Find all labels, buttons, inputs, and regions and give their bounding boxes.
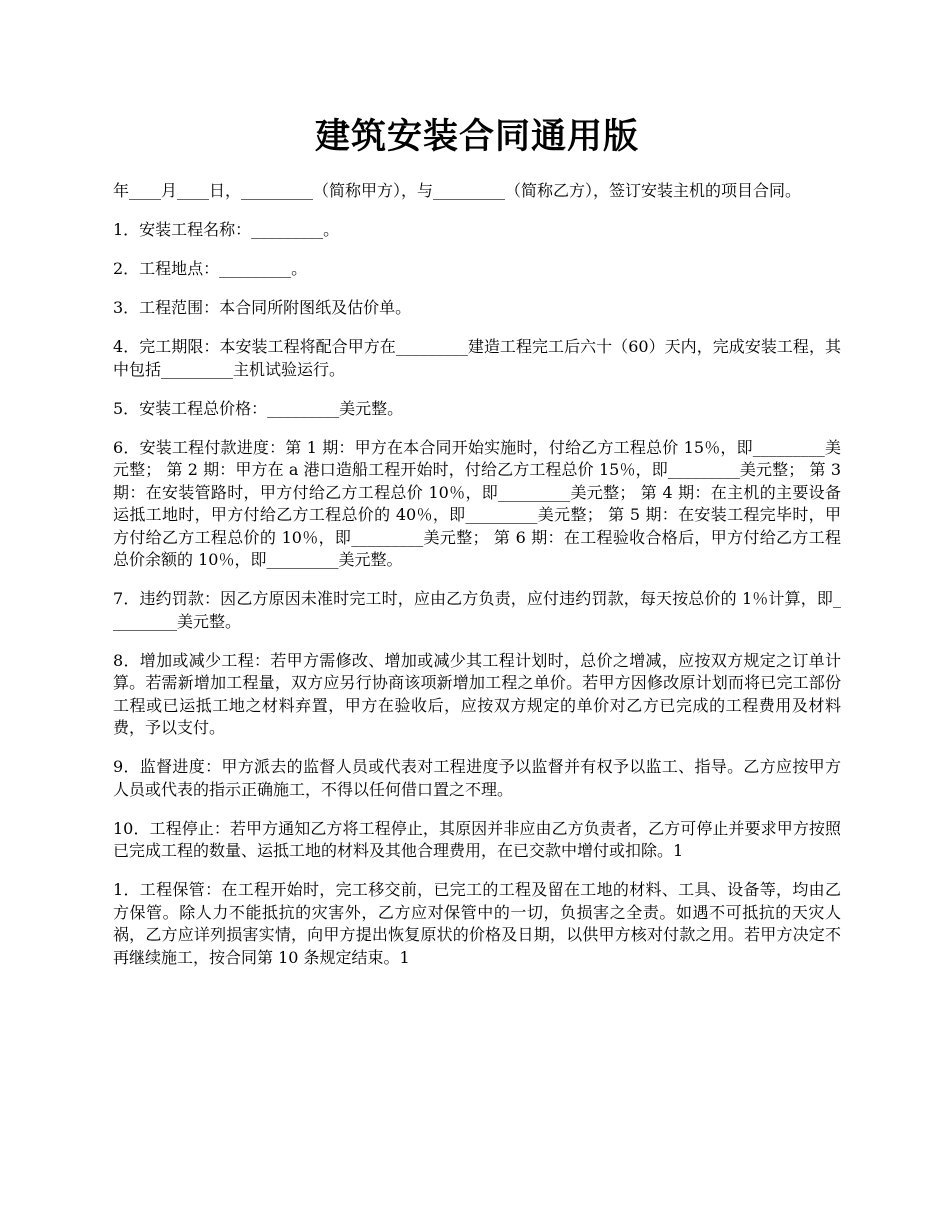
document-page (113, 112, 841, 986)
clause-9-supervision: 9．监督进度：甲方派去的监督人员或代表对工程进度予以监督并有权予以监工、指导。乙方应按甲方人员或代表的指示正确施工，不得以任何借口置之不理。 (113, 757, 841, 799)
clause-4-deadline: 4．完工期限：本安装工程将配合甲方在_________建造工程完工后六十（60）天内，完成安装工程，其中包括_________主机试验运行。 (113, 337, 841, 379)
clause-3-scope: 3．工程范围：本合同所附图纸及估价单。 (113, 298, 412, 317)
clause-2-location: 2．工程地点：_________。 (113, 259, 308, 278)
clause-1-project-name: 1．安装工程名称：_________。 (113, 220, 340, 239)
clause-11-custody: 1．工程保管：在工程开始时，完工移交前，已完工的工程及留在工地的材料、工具、设备等，均由乙方保管。除人力不能抵抗的灾害外，乙方应对保管中的一切，负损害之全责。如遇不可抵抗的天灾人祸，乙方应详列损害实情，向甲方提出恢复原状的价格及日期，以供甲方核对付款之用。若甲方决定不再继续施工，按合同第 10 条规定结束。1 (113, 880, 841, 967)
clause-8-changes: 8．增加或减少工程：若甲方需修改、增加或减少其工程计划时，总价之增减，应按双方规定之订单计算。若需新增加工程量，双方应另行协商该项新增加工程之单价。若甲方因修改原计划而将已完工部份工程或已运抵工地之材料弃置，甲方在验收后，应按双方规定的单价对乙方已完成的工程费用及材料费，予以支付。 (113, 650, 841, 737)
intro-paragraph: 年____月____日，_________（简称甲方），与_________（简称乙方），签订安装主机的项目合同。 (113, 181, 802, 200)
document-title: 建筑安装合同通用版 (314, 116, 639, 157)
clause-5-total-price: 5．安装工程总价格：_________美元整。 (113, 398, 404, 418)
clause-10-suspension: 10．工程停止：若甲方通知乙方将工程停止，其原因并非应由乙方负责者，乙方可停止并要求甲方按照已完成工程的数量、运抵工地的材料及其他合理费用，在已交款中增付或扣除。1 (113, 818, 841, 860)
clause-6-payment-schedule: 6．安装工程付款进度：第 1 期：甲方在本合同开始实施时，付给乙方工程总价 15％，即_________美元整； 第 2 期：甲方在 a 港口造船工程开始时，付给乙方工程总价 15％，即_________美元整； 第 3 期：在安装管路时，甲方付给乙方工程总价 10％，即_________美元整； 第 4 期：在主机的主要设备运抵工地时，甲方付给乙方工程总价的 40％，即_________美元整； 第 5 期：在安装工程完毕时，甲方付给乙方工程总价的 10％，即_________美元整； 第 6 期：在工程验收合格后，甲方付给乙方工程总价余额的 10％，即_________美元整。 (113, 437, 841, 569)
clause-7-penalty: 7．违约罚款：因乙方原因未准时完工时，应由乙方负责，应付违约罚款，每天按总价的 1％计算，即_________美元整。 (113, 589, 841, 631)
